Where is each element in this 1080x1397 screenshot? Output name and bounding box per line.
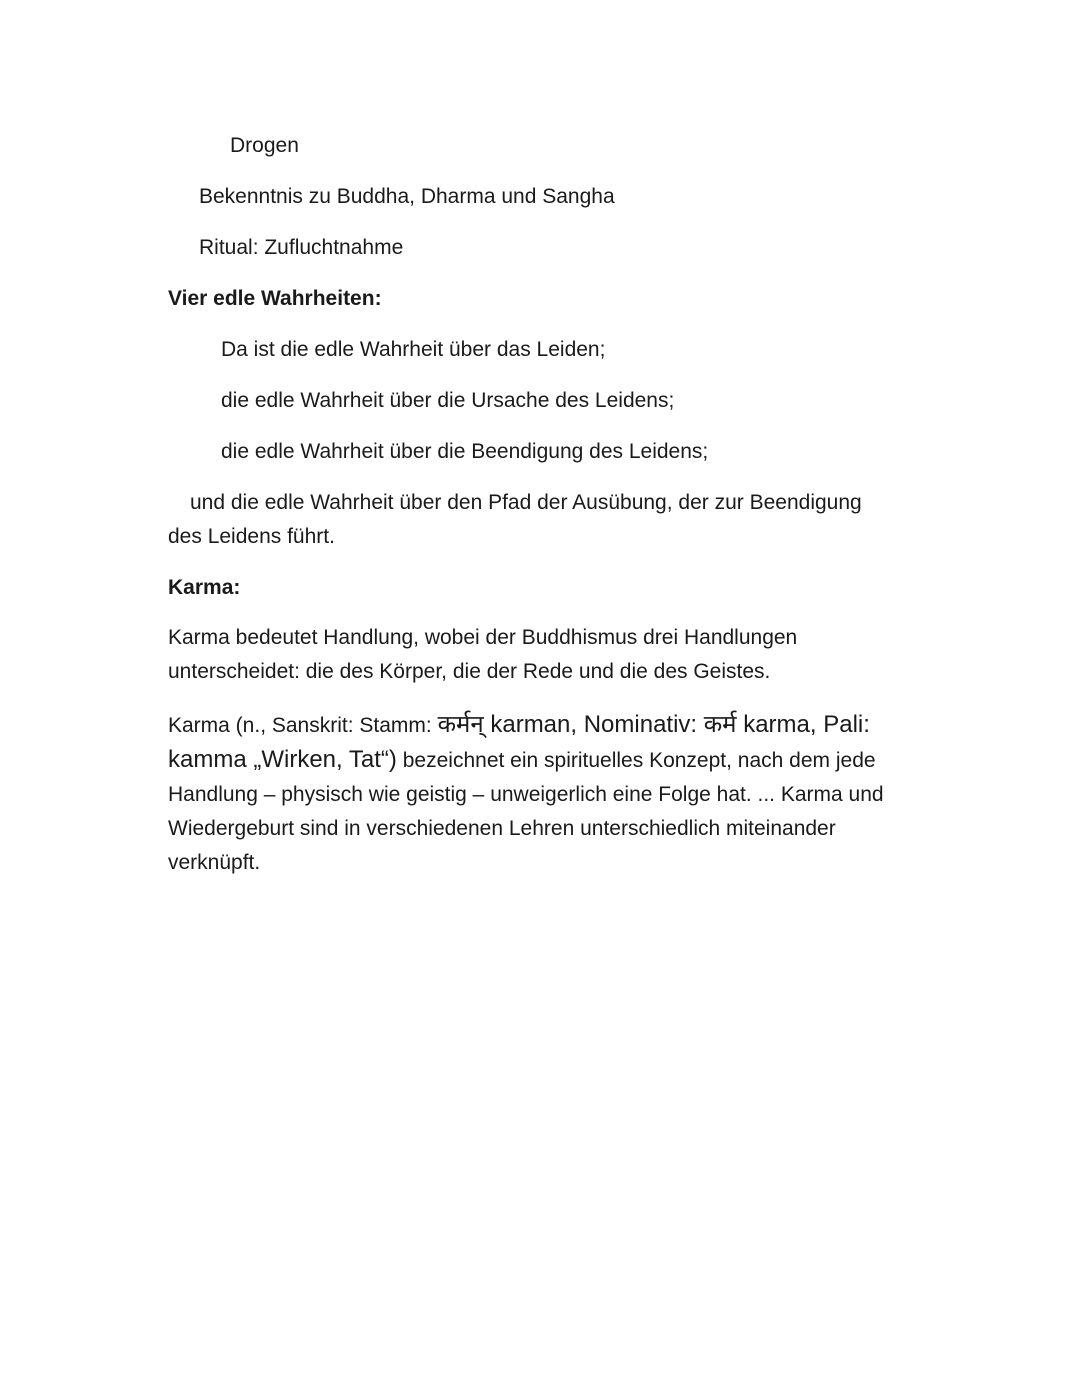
line-ritual: Ritual: Zufluchtnahme <box>199 236 404 259</box>
wahrheit-item: die edle Wahrheit über die Ursache des Leidens; <box>221 389 675 412</box>
karma-p2-part-1: Karma (n., Sanskrit: Stamm: <box>168 714 438 737</box>
karma-paragraph-1: Karma bedeutet Handlung, wobei der Buddhismus drei Handlungen unterscheidet: die des Körper, die der Rede und die des Geistes. <box>168 626 798 683</box>
line-drogen: Drogen <box>230 134 299 157</box>
line-bekenntnis: Bekenntnis zu Buddha, Dharma und Sangha <box>199 185 615 208</box>
karma-paragraph-2 <box>168 708 918 880</box>
wahrheit-last-line-2: des Leidens führt. <box>168 525 335 548</box>
karma-p2-part-2: कर्मन् karman, Nominativ: कर्म karma, Pali: kamma „Wirken, Tat“) <box>168 711 870 773</box>
karma-p2-part-3: bezeichnet ein spirituelles Konzept, nach dem jede Handlung – physisch wie geistig – unweigerlich eine Folge hat. ... Karma und Wiedergeburt sind in verschiedenen Lehren unterschiedlich miteinander verknüpft. <box>168 749 884 874</box>
heading-vier-edle-wahrheiten: Vier edle Wahrheiten: <box>168 287 382 310</box>
wahrheit-last-line-1: und die edle Wahrheit über den Pfad der Ausübung, der zur Beendigung <box>190 491 862 514</box>
wahrheit-item: Da ist die edle Wahrheit über das Leiden; <box>221 338 606 361</box>
wahrheit-item: die edle Wahrheit über die Beendigung des Leidens; <box>221 440 709 463</box>
heading-karma: Karma: <box>168 576 241 599</box>
